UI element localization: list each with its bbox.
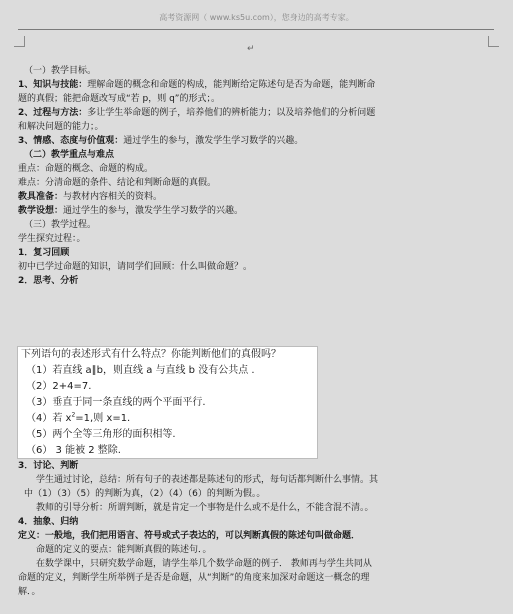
question-item-4-suffix: =1,则 x=1. [75,413,131,424]
process-method-line-2: 和解决问题的能力；。 [18,122,104,132]
definition-point: 命题的定义的要点：能判断真假的陈述句．。 [36,545,212,555]
teaching-idea-label: 教学设想： [18,206,64,216]
knowledge-label: 1、知识与技能： [18,80,88,90]
question-item-4-prefix: （4）若 x [26,413,72,424]
margin-corner-right [488,36,499,47]
process-method-line [18,106,502,120]
discussion-label: 3．讨论、判断 [18,461,79,471]
question-item-1: （1）若直线 a∥b，则直线 a 与直线 b 没有公共点 . [26,365,255,376]
key-point: 重点：命题的概念、命题的构成。 [18,164,154,174]
question-prompt: 下列语句的表述形式有什么特点？你能判断他们的真假吗？ [21,349,281,360]
question-item-3: （3）垂直于同一条直线的两个平面平行. [26,397,206,408]
question-item-2: （2）2+4=7. [26,381,92,392]
question-item-5: （5）两个全等三角形的面积相等. [26,429,176,440]
question-item-6: （6） 3 能被 2 整除. [26,445,121,456]
teaching-aids-line [18,190,502,204]
emotion-text: 通过学生的参与，激发学生学习数学的兴趣。 [123,136,304,146]
page-header: 高考资源网（ www.ks5u.com），您身边的高考专家。 [159,13,354,22]
process-method-label: 2、过程与方法： [18,108,88,118]
process-method-text: 多让学生举命题的例子，培养他们的辨析能力；以及培养他们的分析问题 [87,108,376,118]
header-rule [18,29,494,30]
summary-text-2: 命题的定义，判断学生所举例子是否是命题，从“判断”的角度来加深对命题这一概念的理 [18,573,370,583]
question-item-4-exponent: 2 [71,411,76,419]
emotion-label: 3、情感、态度与价值观： [18,136,124,146]
emotion-line [18,134,502,148]
summary-text-1: 在数学课中，只研究数学命题，请学生举几个数学命题的例子． 教师再与学生共同从 [36,559,372,569]
think-label: 2．思考、分析 [18,276,79,286]
paragraph-mark: ↵ [247,44,255,54]
review-label: 1．复习回顾 [18,248,70,258]
knowledge-line [18,78,502,92]
teaching-idea-line [18,204,502,218]
difficulty-point: 难点：分清命题的条件、结论和判断命题的真假。 [18,178,217,188]
document-body [18,64,502,288]
question-box [17,346,318,459]
teaching-aids-label: 教具准备： [18,192,64,202]
question-item-4 [18,411,317,427]
discussion-text-1: 学生通过讨论，总结：所有句子的表述都是陈述句的形式，每句话都判断什么事情。其 [36,475,379,485]
review-text: 初中已学过命题的知识，请同学们回顾：什么叫做命题？。 [18,262,253,272]
teaching-idea-text: 通过学生的参与，激发学生学习数学的兴趣。 [63,206,244,216]
definition-text: 定义：一般地，我们把用语言、符号或式子表达的，可以判断真假的陈述句叫做命题． [18,531,361,541]
process-heading: （三）教学过程。 [24,220,97,230]
knowledge-text: 理解命题的概念和命题的构成，能判断给定陈述句是否为命题，能判断命 [87,80,376,90]
margin-corner-left [14,36,25,47]
summary-text-3: 解．。 [18,587,41,597]
discussion-text-3: 教师的引导分析：所谓判断，就是肯定一个事物是什么或不是什么，不能含混不清。。 [36,503,374,513]
discussion-text-2: 中（1）（3）（5）的判断为真，（2）（4）（6）的判断为假。。 [24,489,266,499]
objectives-heading: （一）教学目标。 [24,66,97,76]
document-body-lower [18,459,502,599]
process-subheading: 学生探究过程：。 [18,234,86,244]
summary-label: 4．抽象、归纳 [18,517,79,527]
focus-heading: （二）教学重点与难点 [24,150,115,160]
teaching-aids-text: 与教材内容相关的资料。 [63,192,163,202]
knowledge-line-2: 题的真假；能把命题改写成“若 p，则 q”的形式；。 [18,94,220,104]
